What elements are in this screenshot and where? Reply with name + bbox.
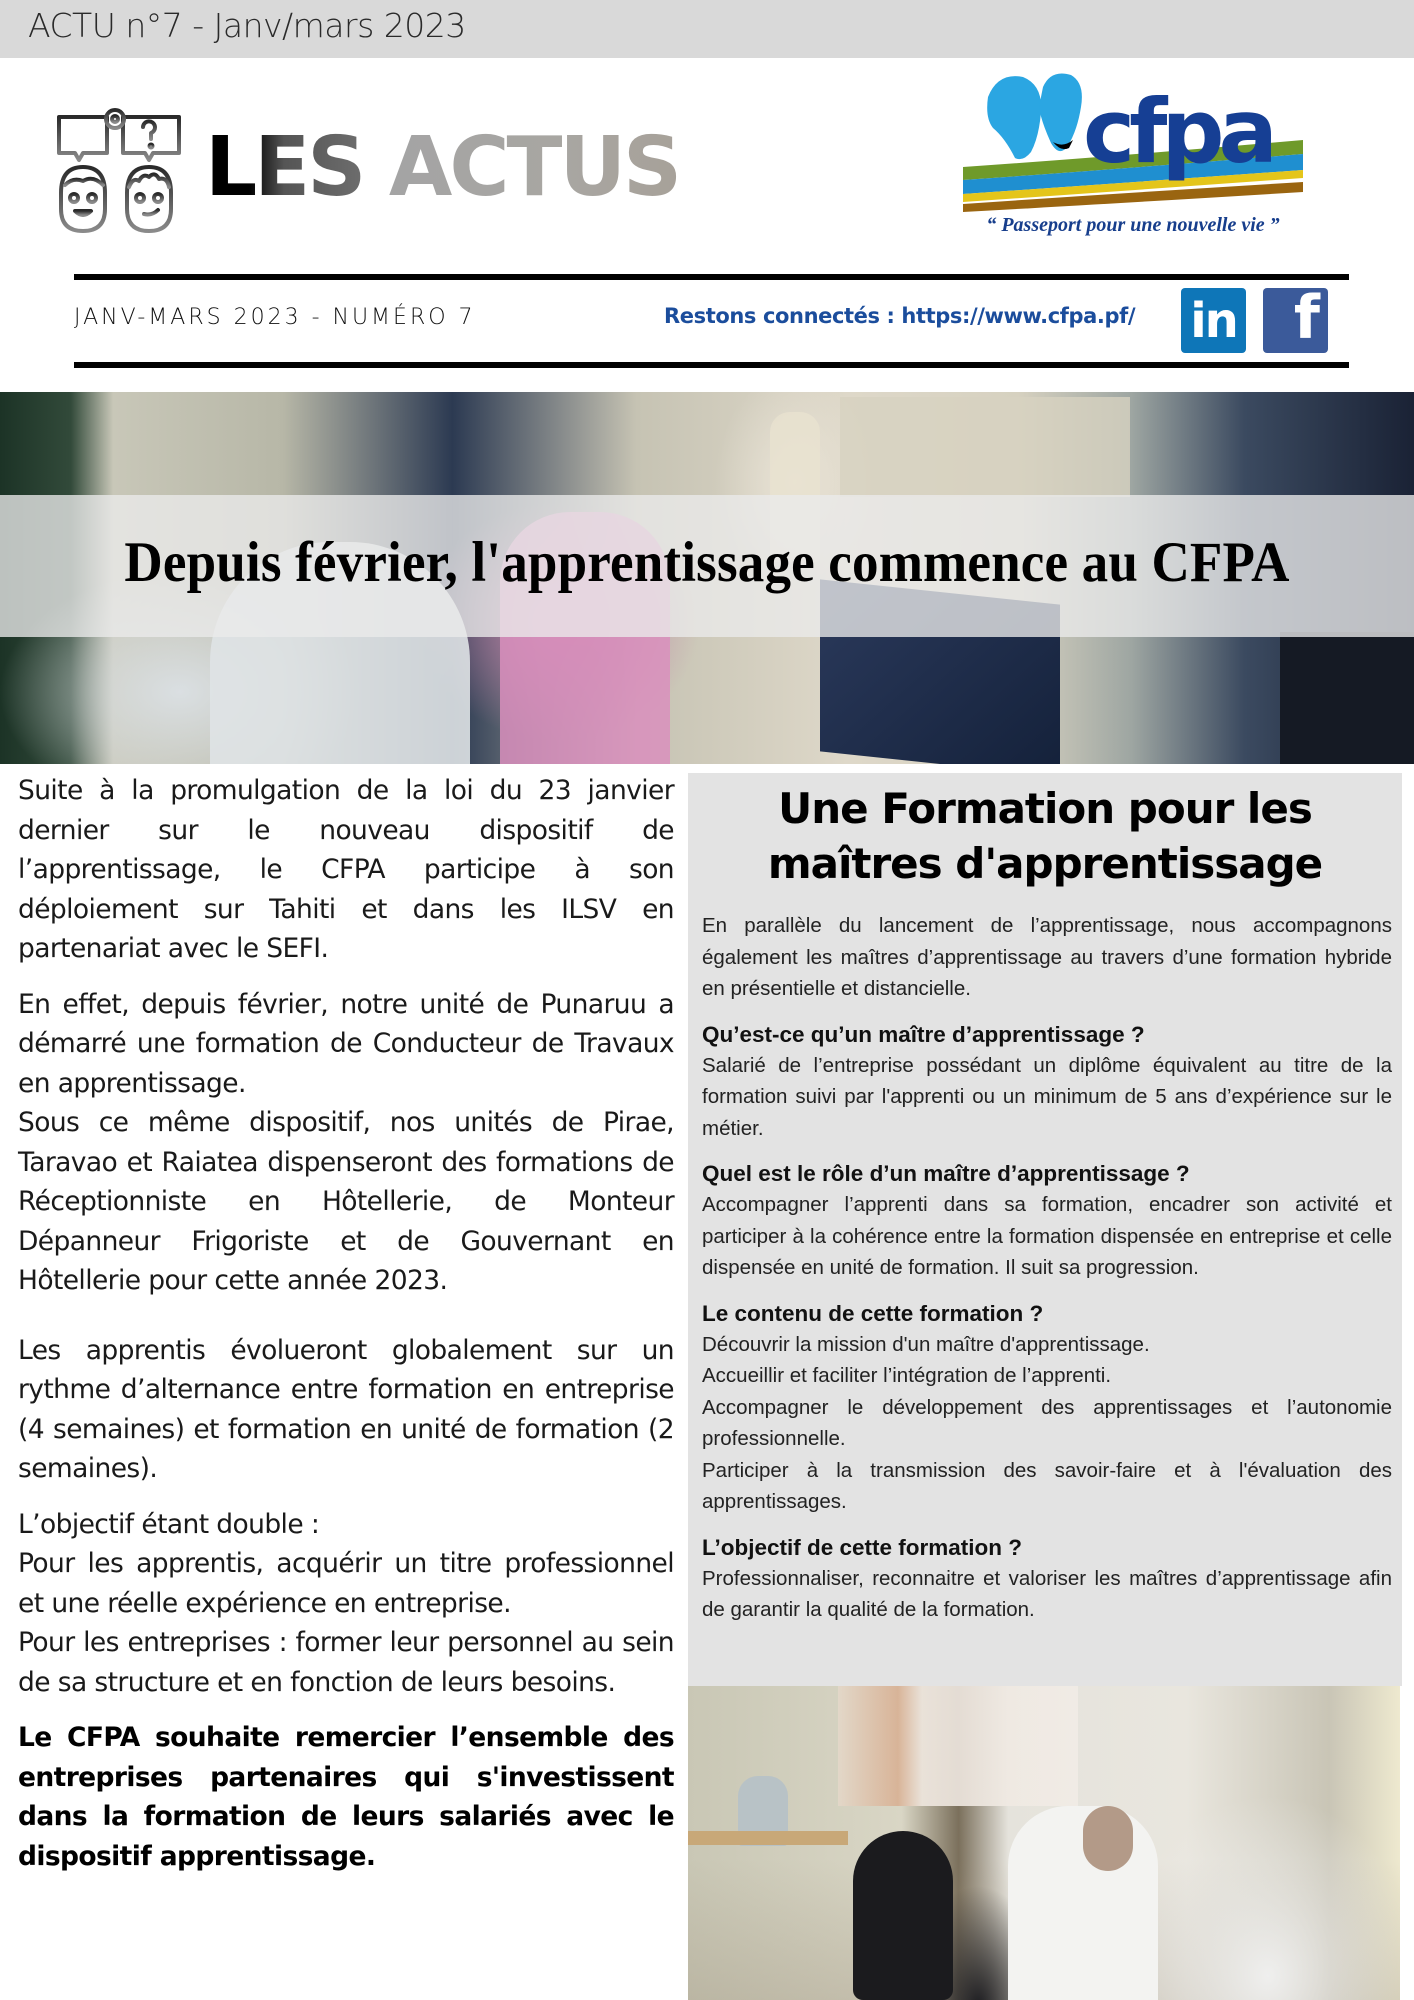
header-divider-bottom [74,362,1349,368]
newsletter-title-word-1: LES [205,120,364,215]
hero-classroom-photo [0,392,1414,764]
side-section-text: Participer à la transmission des savoir-faire et à l'évaluation des apprentissages. [702,1458,1392,1513]
facebook-icon[interactable]: f [1263,288,1328,353]
cfpa-wordmark: cfpa [1083,80,1272,183]
side-section-text: Accompagner l’apprenti dans sa formation, encadrer son activité et participer à la cohérence entre la formation dispensée en entreprise et celle dispensée en unité de formation. Il suit sa progression. [702,1193,1392,1279]
side-section-heading: L’objectif de cette formation ? [702,1534,1023,1560]
hero-headline: Depuis février, l'apprentissage commence au CFPA [124,531,1290,594]
side-section-text: Professionnaliser, reconnaitre et valoriser les maîtres d’apprentissage afin de garantir la qualité de la formation. [702,1566,1392,1621]
main-article [18,771,674,1876]
article-paragraph: L’objectif étant double : [18,1508,320,1540]
side-section-text: Salarié de l’entreprise possédant un diplôme équivalent au titre de la formation suivi par l'apprenti ou un minimum de 5 ans d’expérience sur le métier. [702,1053,1392,1140]
hero-photo-monitor-right [1280,632,1414,764]
side-section-text: Accueillir et faciliter l’intégration de l’apprenti. [702,1364,1112,1387]
side-section-heading: Le contenu de cette formation ? [702,1300,1044,1326]
two-people-discussion-icon [53,103,188,238]
issue-banner-text: ACTU n°7 - Janv/mars 2023 [28,6,466,45]
photo-participant-head [1083,1806,1133,1871]
cfpa-tagline: “ Passeport pour une nouvelle vie ” [986,214,1280,236]
issue-banner [0,0,1414,58]
article-paragraph: Pour les entreprises : former leur personnel au sein de sa structure et en fonction de leurs besoins. [18,1627,674,1698]
article-paragraph: Pour les apprentis, acquérir un titre professionnel et une réelle expérience en entreprise. [18,1548,674,1619]
training-session-photo [688,1686,1400,2000]
newsletter-title-word-2: ACTUS [388,120,680,215]
article-paragraph: Suite à la promulgation de la loi du 23 janvier dernier sur le nouveau dispositif de l’apprentissage, le CFPA participe à son déploiement sur Tahiti et dans les ILSV en partenariat avec le SEFI. [18,775,674,964]
issue-date-number: JANV-MARS 2023 - NUMÉRO 7 [74,305,476,330]
side-section-heading: Quel est le rôle d’un maître d’apprentissage ? [702,1161,1190,1186]
newsletter-title [205,118,679,218]
website-link[interactable]: Restons connectés : https://www.cfpa.pf/ [664,304,1136,328]
article-closing-thanks: Le CFPA souhaite remercier l’ensemble des entreprises partenaires qui s'investissent dans la formation de leurs salariés avec le dispositif apprentissage. [18,1722,674,1872]
hero-photo-projection [840,397,1130,497]
cfpa-logo [958,62,1308,250]
side-article-intro: En parallèle du lancement de l’apprentissage, nous accompagnons également les maîtres d’apprentissage au travers d’une formation hybride en présentielle et distancielle. [702,914,1392,1000]
article-paragraph: Sous ce même dispositif, nos unités de Pirae, Taravao et Raiatea dispenseront des formations de Réceptionniste en Hôtellerie, de Monteur Dépanneur Frigoriste et de Gouvernant en Hôtellerie pour cette année 2023. [18,1107,674,1296]
photo-participant-dark-hair [853,1831,953,2000]
photo-table [688,1831,848,1845]
side-article-title: Une Formation pour les maîtres d'apprentissage [767,784,1323,888]
side-section-text: Découvrir la mission d'un maître d'apprentissage. [702,1332,1150,1356]
side-article-box [688,773,1402,1686]
side-section-text: Accompagner le développement des apprentissages et l’autonomie professionnelle. [702,1395,1392,1450]
article-paragraph: En effet, depuis février, notre unité de Punaruu a démarré une formation de Conducteur de Travaux en apprentissage. [18,988,674,1099]
article-paragraph: Les apprentis évolueront globalement sur un rythme d’alternance entre formation en entreprise (4 semaines) et formation en unité de formation (2 semaines). [18,1334,674,1484]
side-article-body [702,910,1392,1626]
side-section-heading: Qu’est-ce qu’un maître d’apprentissage ? [702,1021,1145,1047]
header-divider-top [74,274,1349,280]
cfpa-logo-graphic [958,62,1308,212]
photo-projection-screen [838,1686,1078,1806]
linkedin-icon[interactable]: in [1181,288,1246,353]
